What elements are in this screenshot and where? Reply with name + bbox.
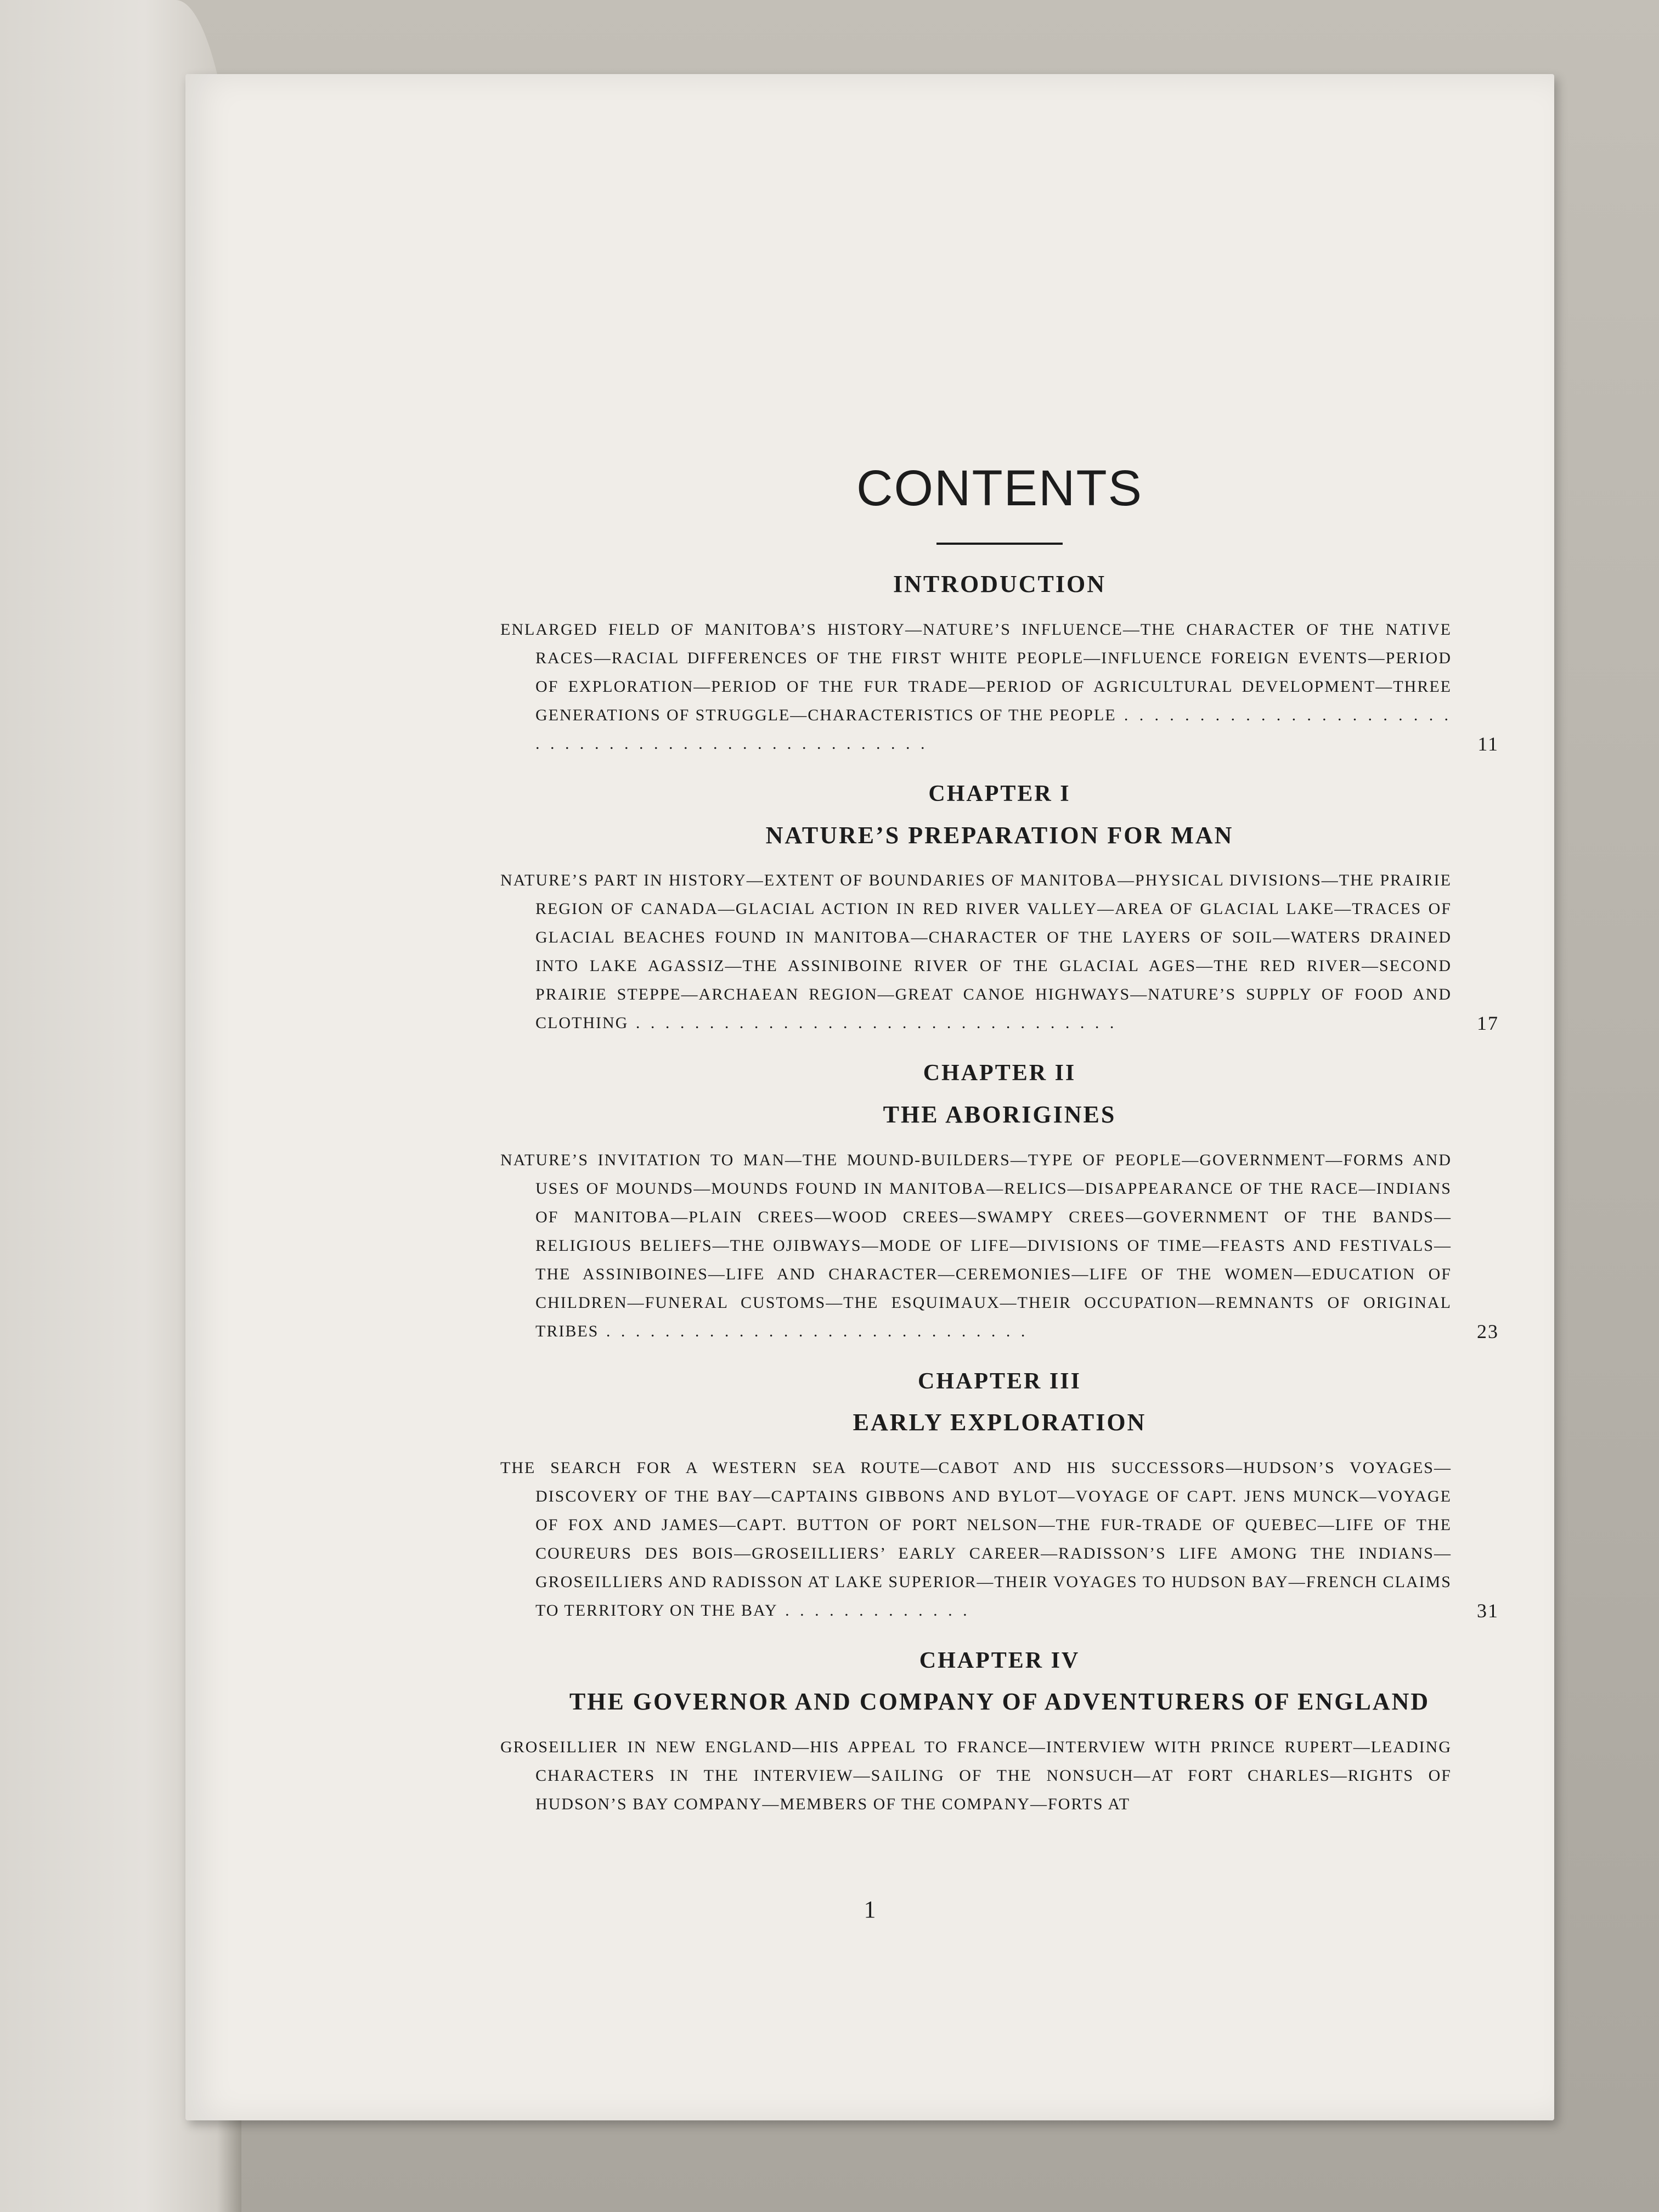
- chapter-summary: [500, 1146, 1499, 1346]
- chapter-title: THE GOVERNOR AND COMPANY OF ADVENTURERS OF ENGLAND: [569, 1688, 1430, 1716]
- summary-text: NATURE’S PART IN HISTORY—EXTENT OF BOUNDARIES OF MANITOBA—PHYSICAL DIVISIONS—THE PRAIRIE REGION OF CANADA—GLACIAL ACTION IN RED RIVER VALLEY—AREA OF GLACIAL LAKE—TRACES OF GLACIAL BEACHES FOUND IN MANITOBA—CHARACTER OF THE LAYERS OF SOIL—WATERS DRAINED INTO LAKE AGASSIZ—THE ASSINIBOINE RIVER OF THE GLACIAL AGES—THE RED RIVER—SECOND PRAIRIE STEPPE—ARCHAEAN REGION—GREAT CANOE HIGHWAYS—NATURE’S SUPPLY OF FOOD AND CLOTHING: [500, 871, 1452, 1032]
- chapter-summary: [500, 866, 1499, 1037]
- title-rule: [936, 543, 1063, 545]
- chapter-summary: [500, 1454, 1499, 1625]
- chapter-title: NATURE’S PREPARATION FOR MAN: [765, 821, 1234, 849]
- page-number: 17: [1477, 1012, 1499, 1035]
- dot-leader: . . . . . . . . . . . . . . . . . . . . . . . . . . . . .: [599, 1322, 1029, 1340]
- toc-entry-chapter-1: [500, 780, 1499, 1037]
- toc-entry-chapter-4: [500, 1647, 1499, 1819]
- summary-text: NATURE’S INVITATION TO MAN—THE MOUND-BUILDERS—TYPE OF PEOPLE—GOVERNMENT—FORMS AND USES OF MOUNDS—MOUNDS FOUND IN MANITOBA—RELICS—DISAPPEARANCE OF THE RACE—INDIANS OF MANITOBA—PLAIN CREES—WOOD CREES—SWAMPY CREES—GOVERNMENT OF THE BANDS—RELIGIOUS BELIEFS—THE OJIBWAYS—MODE OF LIFE—DIVISIONS OF TIME—FEASTS AND FESTIVALS—THE ASSINIBOINES—LIFE AND CHARACTER—CEREMONIES—LIFE OF THE WOMEN—EDUCATION OF CHILDREN—FUNERAL CUSTOMS—THE ESQUIMAUX—THEIR OCCUPATION—REMNANTS OF ORIGINAL TRIBES: [500, 1150, 1452, 1340]
- summary-text: ENLARGED FIELD OF MANITOBA’S HISTORY—NATURE’S INFLUENCE—THE CHARACTER OF THE NATIVE RACES—RACIAL DIFFERENCES OF THE FIRST WHITE PEOPLE—INFLUENCE FOREIGN EVENTS—PERIOD OF EXPLORATION—PERIOD OF THE FUR TRADE—PERIOD OF AGRICULTURAL DEVELOPMENT—THREE GENERATIONS OF STRUGGLE—CHARACTERISTICS OF THE PEOPLE: [500, 620, 1452, 725]
- chapter-label: CHAPTER I: [928, 781, 1071, 807]
- page-number: 11: [1477, 733, 1499, 755]
- summary-text: GROSEILLIER IN NEW ENGLAND—HIS APPEAL TO FRANCE—INTERVIEW WITH PRINCE RUPERT—LEADING CHARACTERS IN THE INTERVIEW—SAILING OF THE NONSUCH—AT FORT CHARLES—RIGHTS OF HUDSON’S BAY COMPANY—MEMBERS OF THE COMPANY—FORTS AT: [500, 1737, 1452, 1813]
- page-folio: 1: [864, 1896, 876, 1923]
- chapter-summary: [500, 616, 1499, 758]
- chapter-title: THE ABORIGINES: [883, 1101, 1116, 1128]
- dot-leader: . . . . . . . . . . . . . . . . . . . . . . . . . . . . . . . . . . . . . . . . . . . . . . . . .: [535, 706, 1452, 753]
- toc-entry-introduction: [500, 570, 1499, 758]
- dot-leader: . . . . . . . . . . . . . . . . . . . . . . . . . . . . . . . . .: [628, 1014, 1118, 1032]
- chapter-label: CHAPTER IV: [919, 1647, 1080, 1673]
- summary-text: THE SEARCH FOR A WESTERN SEA ROUTE—CABOT AND HIS SUCCESSORS—HUDSON’S VOYAGES—DISCOVERY OF THE BAY—CAPTAINS GIBBONS AND BYLOT—VOYAGE OF CAPT. JENS MUNCK—VOYAGE OF FOX AND JAMES—CAPT. BUTTON OF PORT NELSON—THE FUR-TRADE OF QUEBEC—LIFE OF THE COUREURS DES BOIS—GROSEILLIERS’ EARLY CAREER—RADISSON’S LIFE AMONG THE INDIANS—GROSEILLIERS AND RADISSON AT LAKE SUPERIOR—THEIR VOYAGES TO HUDSON BAY—FRENCH CLAIMS TO TERRITORY ON THE BAY: [500, 1458, 1452, 1620]
- chapter-label: CHAPTER II: [923, 1060, 1076, 1086]
- chapter-label: CHAPTER III: [918, 1368, 1081, 1394]
- chapter-title: INTRODUCTION: [893, 571, 1107, 598]
- page-number: 23: [1477, 1320, 1499, 1342]
- contents-body: [500, 458, 1499, 1841]
- page-title: CONTENTS: [856, 460, 1143, 516]
- toc-entry-chapter-2: [500, 1059, 1499, 1345]
- toc-entry-chapter-3: [500, 1368, 1499, 1625]
- chapter-title: EARLY EXPLORATION: [853, 1408, 1147, 1436]
- page-number: 31: [1477, 1599, 1499, 1622]
- dot-leader: . . . . . . . . . . . . .: [777, 1601, 970, 1620]
- chapter-summary: [500, 1733, 1452, 1819]
- book-page: [185, 74, 1554, 2120]
